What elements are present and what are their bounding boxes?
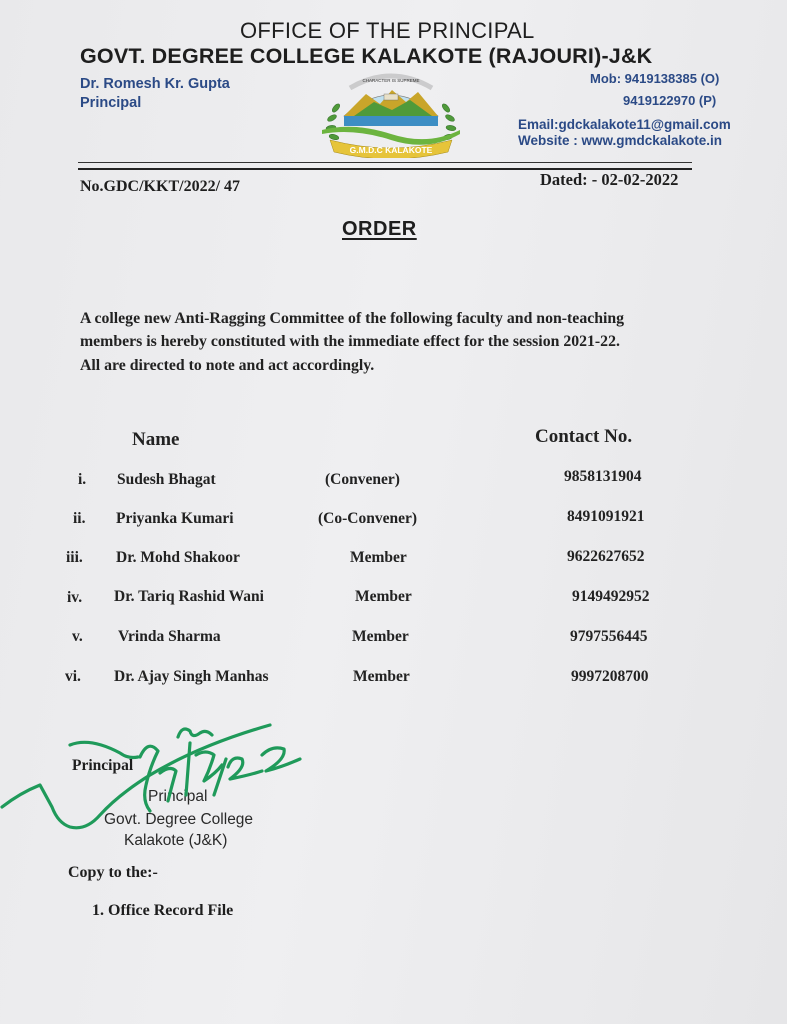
member-index: ii. (73, 510, 86, 527)
principal-name: Dr. Romesh Kr. Gupta (80, 76, 230, 92)
stamp-college: Govt. Degree College (104, 811, 254, 828)
order-body-line: All are directed to note and act accordingly. (80, 357, 375, 374)
order-heading: ORDER (342, 218, 417, 240)
reference-number: No.GDC/KKT/2022/ 47 (80, 178, 241, 195)
member-role: Member (353, 668, 410, 685)
member-contact: 8491091921 (567, 508, 645, 525)
college-logo-icon (314, 68, 468, 158)
member-name: Sudesh Bhagat (117, 471, 216, 488)
member-contact: 9997208700 (571, 668, 649, 685)
member-name: Dr. Mohd Shakoor (116, 549, 240, 566)
member-index: i. (78, 471, 87, 488)
name-column-header: Name (132, 429, 180, 450)
member-contact: 9858131904 (564, 468, 642, 485)
principal-role: Principal (80, 95, 142, 111)
member-contact: 9797556445 (570, 628, 648, 645)
member-contact: 9149492952 (572, 588, 650, 605)
college-name: GOVT. DEGREE COLLEGE KALAKOTE (RAJOURI)-J&K (80, 44, 653, 68)
member-role: (Convener) (325, 471, 400, 488)
office-title: OFFICE OF THE PRINCIPAL (240, 18, 535, 43)
member-name: Dr. Ajay Singh Manhas (114, 668, 269, 685)
member-index: iv. (67, 589, 83, 606)
order-body-line: members is hereby constituted with the immediate effect for the session 2021-22. (80, 333, 620, 350)
email: Email:gdckalakote11@gmail.com (518, 117, 731, 132)
contact-column-header: Contact No. (535, 426, 633, 447)
copy-to-label: Copy to the:- (68, 864, 158, 881)
principal-signature (0, 715, 320, 845)
member-index: v. (72, 628, 83, 645)
member-role: Member (350, 549, 407, 566)
stamp-location: Kalakote (J&K) (124, 832, 228, 849)
copy-to-item: 1. Office Record File (92, 902, 234, 919)
member-role: (Co-Convener) (318, 510, 418, 527)
member-name: Vrinda Sharma (118, 628, 221, 645)
order-body-line: A college new Anti-Ragging Committee of the following faculty and non-teaching (80, 310, 625, 327)
stamp-title: Principal (148, 788, 208, 805)
mobile-office: Mob: 9419138385 (O) (590, 71, 720, 86)
member-name: Dr. Tariq Rashid Wani (114, 588, 264, 605)
logo-motto: CHARACTER IS SUPREME (362, 78, 420, 83)
member-index: vi. (65, 668, 81, 685)
date: Dated: - 02-02-2022 (540, 170, 679, 189)
principal-label: Principal (72, 757, 134, 774)
member-contact: 9622627652 (567, 548, 645, 565)
member-role: Member (352, 628, 409, 645)
member-role: Member (355, 588, 412, 605)
member-name: Priyanka Kumari (116, 510, 234, 527)
website: Website : www.gmdckalakote.in (518, 133, 723, 148)
member-index: iii. (66, 549, 83, 566)
header-divider-thin (78, 162, 692, 163)
mobile-personal: 9419122970 (P) (623, 93, 717, 108)
logo-text: G.M.D.C KALAKOTE (349, 145, 433, 155)
